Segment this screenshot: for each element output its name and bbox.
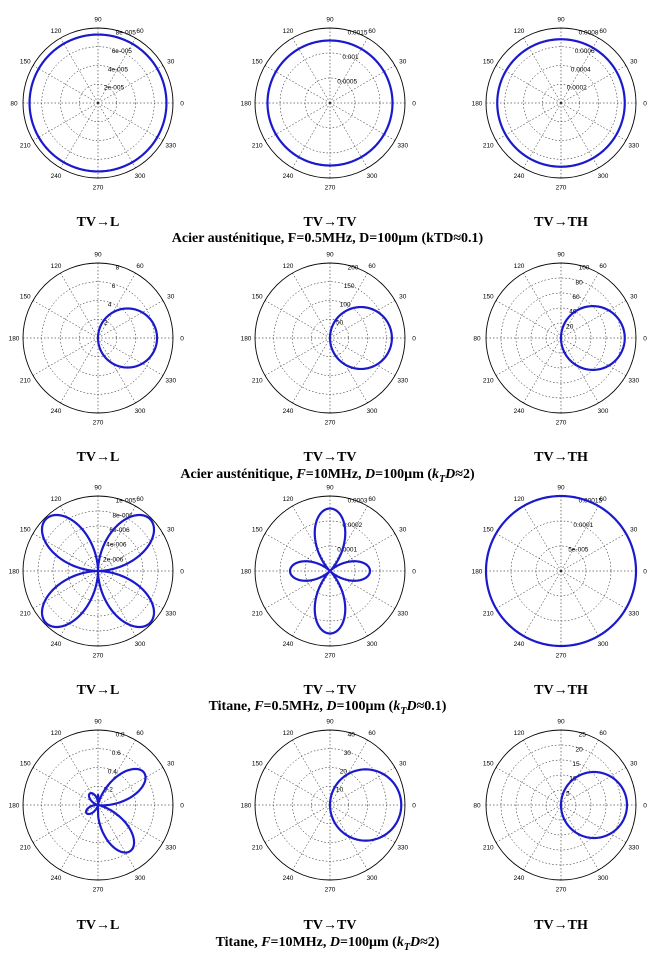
radial-tick-label: 50: [335, 319, 344, 327]
grid-spoke: [561, 571, 626, 609]
angle-tick-label: 210: [482, 377, 494, 385]
angle-tick-label: 0: [412, 802, 416, 810]
caption-d-value: =100µm (: [375, 467, 433, 482]
radial-tick-label: 0.2: [103, 786, 113, 794]
radial-tick-label: 8e-005: [115, 29, 136, 37]
radial-tick-label: 40: [569, 308, 577, 316]
angle-tick-label: 60: [136, 729, 144, 737]
radial-tick-label: 0.0004: [570, 66, 591, 74]
radial-tick-label: 10: [569, 775, 577, 783]
angle-tick-label: 150: [251, 58, 263, 66]
angle-tick-label: 180: [240, 802, 252, 810]
angle-tick-label: 330: [397, 610, 409, 618]
angle-tick-label: 30: [630, 760, 638, 768]
caption-d2: D: [445, 467, 456, 482]
radial-tick-label: 20: [575, 746, 583, 754]
grid-spoke: [330, 805, 395, 843]
angle-tick-label: 0: [180, 100, 184, 108]
grid-spoke: [561, 768, 626, 806]
angle-tick-label: 240: [50, 408, 62, 416]
radial-tick-label: 100: [339, 301, 351, 309]
plot-subtitle: TV→L: [76, 918, 120, 933]
grid-spoke: [496, 805, 561, 843]
angle-tick-label: 90: [94, 484, 102, 492]
polar-plot-r1-c2: [230, 3, 430, 203]
grid-spoke: [61, 273, 99, 338]
caption-material: Titane,: [215, 935, 262, 950]
caption-k: k: [432, 467, 440, 482]
radial-tick-label: 5: [566, 790, 570, 798]
angle-tick-label: 0: [412, 568, 416, 576]
angle-tick-label: 240: [513, 641, 525, 649]
radial-tick-label: 15: [572, 760, 580, 768]
radial-tick-label: 40: [347, 731, 355, 739]
caption-k: k: [396, 935, 404, 950]
angle-tick-label: 270: [555, 419, 567, 427]
angle-tick-label: 330: [397, 844, 409, 852]
angle-tick-label: 240: [50, 875, 62, 883]
angle-tick-label: 0: [180, 568, 184, 576]
angle-tick-label: 150: [251, 293, 263, 301]
polar-plot-r2-c3: [461, 238, 655, 438]
angle-tick-label: 90: [326, 484, 334, 492]
plot-subtitle: TV→L: [76, 683, 120, 698]
caption-k-sub: T: [400, 705, 407, 717]
caption-f-value: =10MHz,: [270, 935, 330, 950]
angle-tick-label: 150: [482, 526, 494, 534]
plot-subtitle: TV→TH: [534, 683, 588, 698]
angle-tick-label: 270: [92, 886, 104, 894]
plot-subtitle: TV→L: [76, 450, 120, 465]
angle-tick-label: 150: [482, 293, 494, 301]
angle-tick-label: 150: [19, 526, 31, 534]
plot-subtitle: TV→TV: [303, 450, 357, 465]
caption-f-label: F: [296, 467, 306, 482]
angle-tick-label: 90: [94, 251, 102, 259]
radial-tick-label: 2e-005: [103, 84, 125, 92]
angle-tick-label: 210: [251, 142, 263, 150]
angle-tick-label: 90: [326, 16, 334, 24]
grid-spoke: [33, 103, 98, 141]
plot-subtitle: TV→TV: [303, 683, 357, 698]
angle-tick-label: 210: [482, 610, 494, 618]
caption-tail: ≈0.1): [416, 699, 447, 714]
caption-f-label: F: [261, 935, 271, 950]
caption-material: Acier austénitique,: [171, 231, 288, 246]
polar-plot-r2-c2: [230, 238, 430, 438]
grid-spoke: [524, 805, 562, 870]
angle-tick-label: 270: [555, 886, 567, 894]
angle-tick-label: 60: [136, 27, 144, 35]
angle-tick-label: 300: [597, 173, 609, 181]
angle-tick-label: 90: [326, 718, 334, 726]
grid-spoke: [496, 338, 561, 376]
angle-tick-label: 30: [167, 58, 175, 66]
angle-tick-label: 120: [513, 27, 525, 35]
angle-tick-label: 120: [282, 262, 294, 270]
angle-tick-label: 210: [251, 377, 263, 385]
caption-d2: D: [406, 699, 417, 714]
angle-tick-label: 210: [19, 844, 31, 852]
grid-spoke: [561, 571, 599, 636]
row-caption: [0, 935, 655, 953]
polar-plot-r3-c2: [230, 471, 430, 671]
angle-tick-label: 150: [251, 760, 263, 768]
angle-tick-label: 60: [368, 262, 376, 270]
angle-tick-label: 120: [282, 27, 294, 35]
grid-spoke: [524, 338, 562, 403]
angle-tick-label: 180: [471, 100, 483, 108]
radial-tick-label: 0.001: [342, 54, 359, 62]
angle-tick-label: 330: [628, 610, 640, 618]
radial-tick-label: 6e-006: [109, 526, 130, 534]
angle-tick-label: 120: [513, 495, 525, 503]
angle-tick-label: 80: [473, 335, 481, 343]
radial-tick-label: 0.0002: [566, 84, 587, 92]
angle-tick-label: 60: [136, 262, 144, 270]
angle-tick-label: 90: [557, 16, 565, 24]
grid-spoke: [293, 103, 331, 168]
polar-plot-r2-c1: [0, 238, 198, 438]
grid-spoke: [524, 273, 562, 338]
radial-tick-label: 4e-006: [106, 541, 127, 549]
grid-spoke: [33, 338, 98, 376]
angle-tick-label: 90: [557, 484, 565, 492]
angle-tick-label: 240: [513, 875, 525, 883]
radial-tick-label: 1e-005: [115, 497, 136, 505]
angle-tick-label: 90: [326, 251, 334, 259]
caption-tail: ≈2): [420, 935, 440, 950]
radial-tick-label: 2e-006: [103, 556, 124, 564]
grid-spoke: [496, 301, 561, 339]
angle-tick-label: 150: [19, 58, 31, 66]
radial-tick-label: 200: [347, 264, 359, 272]
angle-tick-label: 270: [324, 419, 336, 427]
angle-tick-label: 30: [399, 760, 407, 768]
angle-tick-label: 120: [282, 729, 294, 737]
angle-tick-label: 120: [513, 262, 525, 270]
angle-tick-label: 120: [50, 262, 62, 270]
radial-tick-label: 8e-006: [112, 512, 133, 520]
caption-k-sub: T: [439, 473, 446, 485]
angle-tick-label: 180: [240, 568, 252, 576]
grid-spoke: [33, 805, 98, 843]
radial-tick-label: 150: [343, 282, 355, 290]
radial-tick-label: 25: [578, 731, 586, 739]
angle-tick-label: 30: [399, 526, 407, 534]
radial-tick-label: 6e-005: [111, 47, 132, 55]
angle-tick-label: 150: [19, 760, 31, 768]
angle-tick-label: 30: [399, 58, 407, 66]
angle-tick-label: 0: [643, 802, 647, 810]
angle-tick-label: 300: [134, 875, 146, 883]
caption-d-value: =100µm (kTD≈0.1): [369, 231, 484, 246]
angle-tick-label: 330: [397, 142, 409, 150]
angle-tick-label: 0: [180, 335, 184, 343]
angle-tick-label: 60: [599, 729, 607, 737]
angle-tick-label: 330: [165, 377, 177, 385]
angle-tick-label: 210: [251, 610, 263, 618]
radial-tick-label: 0.0008: [578, 29, 599, 37]
angle-tick-label: 330: [628, 844, 640, 852]
polar-plot-r3-c3: [461, 471, 655, 671]
angle-tick-label: 240: [282, 875, 294, 883]
caption-tail: ≈2): [455, 467, 475, 482]
angle-tick-label: 210: [19, 610, 31, 618]
angle-tick-label: 120: [282, 495, 294, 503]
angle-tick-label: 0: [412, 335, 416, 343]
plot-subtitle: TV→TV: [303, 918, 357, 933]
angle-tick-label: 330: [165, 844, 177, 852]
radial-tick-label: 0.0002: [342, 522, 363, 530]
radial-tick-label: 20: [566, 323, 574, 331]
angle-tick-label: 240: [282, 173, 294, 181]
angle-tick-label: 90: [557, 718, 565, 726]
angle-tick-label: 30: [630, 526, 638, 534]
angle-tick-label: 300: [597, 641, 609, 649]
angle-tick-label: 90: [94, 718, 102, 726]
angle-tick-label: 240: [513, 408, 525, 416]
radial-tick-label: 0.00015: [578, 497, 603, 505]
angle-tick-label: 0: [180, 802, 184, 810]
angle-tick-label: 210: [482, 142, 494, 150]
angle-tick-label: 240: [50, 641, 62, 649]
grid-spoke: [265, 103, 330, 141]
angle-tick-label: 300: [597, 408, 609, 416]
angle-tick-label: 60: [136, 495, 144, 503]
angle-tick-label: 60: [599, 27, 607, 35]
angle-tick-label: 30: [167, 293, 175, 301]
angle-tick-label: 210: [251, 844, 263, 852]
angle-tick-label: 210: [19, 142, 31, 150]
angle-tick-label: 60: [368, 729, 376, 737]
angle-tick-label: 90: [94, 16, 102, 24]
grid-spoke: [330, 103, 368, 168]
polar-plot-r1-c3: [461, 3, 655, 203]
grid-spoke: [98, 805, 163, 843]
angle-tick-label: 270: [92, 652, 104, 660]
grid-spoke: [496, 768, 561, 806]
angle-tick-label: 30: [630, 58, 638, 66]
angle-tick-label: 270: [555, 652, 567, 660]
angle-tick-label: 60: [368, 495, 376, 503]
grid-spoke: [524, 740, 562, 805]
angle-tick-label: 270: [92, 419, 104, 427]
angle-tick-label: 210: [19, 377, 31, 385]
angle-tick-label: 0: [643, 568, 647, 576]
angle-tick-label: 60: [368, 27, 376, 35]
angle-tick-label: 240: [513, 173, 525, 181]
angle-tick-label: 180: [240, 335, 252, 343]
grid-spoke: [293, 740, 331, 805]
angle-tick-label: 120: [50, 729, 62, 737]
plot-subtitle: TV→TH: [534, 215, 588, 230]
angle-tick-label: 30: [399, 293, 407, 301]
angle-tick-label: 150: [19, 293, 31, 301]
radial-tick-label: 0.0003: [347, 497, 368, 505]
polar-plot-r1-c1: [0, 3, 198, 203]
radial-tick-label: 0.0001: [573, 522, 594, 530]
angle-tick-label: 120: [50, 495, 62, 503]
angle-tick-label: 90: [557, 251, 565, 259]
angle-tick-label: 0: [643, 100, 647, 108]
angle-tick-label: 0: [412, 100, 416, 108]
radial-tick-label: 0.0015: [347, 29, 368, 37]
angle-tick-label: 180: [8, 568, 20, 576]
grid-spoke: [265, 338, 330, 376]
caption-d-value: =100µm (: [336, 699, 394, 714]
grid-spoke: [330, 103, 395, 141]
angle-tick-label: 300: [134, 408, 146, 416]
angle-tick-label: 150: [251, 526, 263, 534]
angle-tick-label: 300: [134, 173, 146, 181]
angle-tick-label: 300: [366, 408, 378, 416]
radial-tick-label: 20: [339, 768, 348, 776]
caption-f-value: =0.5MHz,: [263, 699, 327, 714]
radial-tick-label: 100: [578, 264, 590, 272]
angle-tick-label: 240: [282, 641, 294, 649]
caption-f-value: =10MHz,: [305, 467, 366, 482]
grid-spoke: [265, 66, 330, 104]
grid-spoke: [61, 38, 99, 103]
polar-plot-r4-c1: [0, 705, 198, 905]
angle-tick-label: 330: [165, 610, 177, 618]
caption-k-sub: T: [403, 941, 410, 953]
plot-subtitle: TV→TH: [534, 918, 588, 933]
angle-tick-label: 300: [366, 875, 378, 883]
grid-spoke: [61, 740, 99, 805]
grid-spoke: [293, 273, 331, 338]
polar-plot-r3-c1: [0, 471, 198, 671]
grid-spoke: [265, 805, 330, 843]
angle-tick-label: 300: [366, 641, 378, 649]
caption-material: Acier austénitique,: [180, 467, 297, 482]
radial-tick-label: 80: [575, 279, 583, 287]
angle-tick-label: 60: [599, 495, 607, 503]
angle-tick-label: 300: [134, 641, 146, 649]
grid-spoke: [293, 38, 331, 103]
angle-tick-label: 270: [324, 886, 336, 894]
radial-tick-label: 60: [572, 293, 580, 301]
caption-k: k: [393, 699, 401, 714]
angle-tick-label: 180: [8, 802, 20, 810]
radial-tick-label: 4e-005: [107, 66, 129, 74]
grid-spoke: [561, 805, 626, 843]
angle-tick-label: 30: [167, 760, 175, 768]
angle-tick-label: 270: [324, 184, 336, 192]
caption-d-label: D: [365, 467, 376, 482]
grid-spoke: [524, 571, 562, 636]
caption-f-label: F: [254, 699, 264, 714]
angle-tick-label: 120: [50, 27, 62, 35]
plot-subtitle: TV→TV: [303, 215, 357, 230]
grid-spoke: [496, 534, 561, 572]
angle-tick-label: 180: [240, 100, 252, 108]
radial-tick-label: 2: [103, 319, 108, 327]
radial-tick-label: 0.8: [115, 731, 125, 739]
caption-f-label: F: [287, 231, 297, 246]
caption-material: Titane,: [208, 699, 255, 714]
angle-tick-label: 270: [324, 652, 336, 660]
radial-tick-label: 30: [343, 749, 351, 757]
angle-tick-label: 80: [10, 100, 18, 108]
grid-spoke: [98, 103, 163, 141]
caption-d-label: D: [359, 231, 370, 246]
radial-tick-label: 6: [111, 282, 116, 290]
angle-tick-label: 0: [643, 335, 647, 343]
angle-tick-label: 30: [630, 293, 638, 301]
angle-tick-label: 80: [473, 802, 481, 810]
caption-d-label: D: [326, 699, 337, 714]
caption-d2: D: [409, 935, 421, 950]
caption-f-value: =0.5MHz,: [296, 231, 360, 246]
angle-tick-label: 120: [513, 729, 525, 737]
angle-tick-label: 330: [628, 142, 640, 150]
angle-tick-label: 180: [471, 568, 483, 576]
angle-tick-label: 60: [599, 262, 607, 270]
angle-tick-label: 300: [366, 173, 378, 181]
grid-spoke: [330, 38, 368, 103]
angle-tick-label: 270: [92, 184, 104, 192]
angle-tick-label: 330: [628, 377, 640, 385]
angle-tick-label: 180: [8, 335, 20, 343]
angle-tick-label: 210: [482, 844, 494, 852]
angle-tick-label: 30: [167, 526, 175, 534]
radial-tick-label: 4: [107, 301, 112, 309]
radial-tick-label: 10: [335, 786, 344, 794]
radial-tick-label: 0.4: [107, 768, 117, 776]
grid-spoke: [561, 506, 599, 571]
radial-tick-label: 0.6: [111, 749, 121, 757]
angle-tick-label: 330: [165, 142, 177, 150]
angle-tick-label: 330: [397, 377, 409, 385]
angle-tick-label: 270: [555, 184, 567, 192]
radial-tick-label: 8: [115, 264, 120, 272]
radial-tick-label: 0.0006: [574, 47, 595, 55]
radial-tick-label: 5e-005: [568, 546, 589, 554]
angle-tick-label: 300: [597, 875, 609, 883]
caption-d-label: D: [329, 935, 340, 950]
plot-subtitle: TV→L: [76, 215, 120, 230]
angle-tick-label: 150: [482, 760, 494, 768]
series-curve: [86, 769, 145, 853]
plot-subtitle: TV→TH: [534, 450, 588, 465]
caption-d-value: =100µm (: [339, 935, 397, 950]
angle-tick-label: 240: [282, 408, 294, 416]
angle-tick-label: 150: [482, 58, 494, 66]
polar-plot-r4-c3: [461, 705, 655, 905]
grid-spoke: [524, 506, 562, 571]
radial-tick-label: 0.0001: [337, 546, 358, 554]
radial-tick-label: 0.0005: [337, 78, 358, 86]
angle-tick-label: 240: [50, 173, 62, 181]
grid-spoke: [496, 571, 561, 609]
grid-spoke: [98, 338, 163, 376]
polar-plot-r4-c2: [230, 705, 430, 905]
